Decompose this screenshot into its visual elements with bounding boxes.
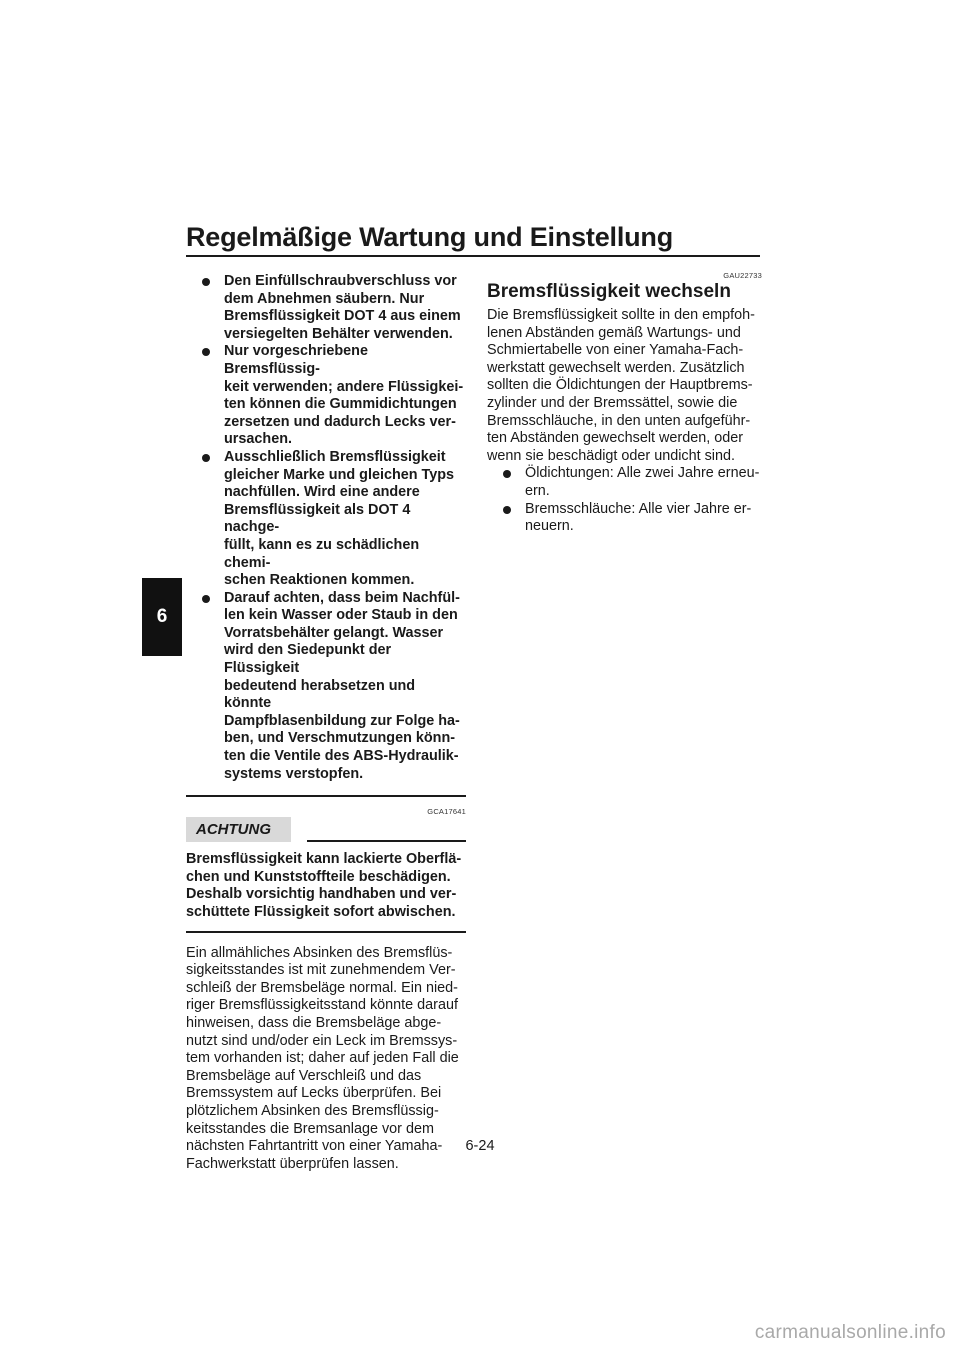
text-line: tem vorhanden ist; daher auf jeden Fall die <box>186 1050 459 1067</box>
caution-code: GCA17641 <box>427 807 466 817</box>
text-line: hinweisen, dass die Bremsbeläge abge- <box>186 1014 442 1031</box>
interval-bullet <box>487 501 762 536</box>
bullet-dot-icon <box>202 278 210 286</box>
interval-bullet-list <box>487 465 762 535</box>
text-line: Nur vorgeschriebene Bremsflüssig- <box>224 343 368 377</box>
text-line: nachfüllen. Wird eine andere <box>224 484 420 501</box>
text-line: Darauf achten, dass beim Nachfül- <box>224 589 460 606</box>
text-line: nutzt sind und/oder ein Leck im Bremssys- <box>186 1032 458 1049</box>
page-number: 6-24 <box>465 1138 495 1154</box>
text-line: zersetzen und dadurch Lecks ver- <box>224 413 456 430</box>
warning-bullet <box>186 590 466 784</box>
caution-label: ACHTUNG <box>186 817 291 842</box>
warning-end-rule <box>186 795 466 797</box>
bullet-dot-icon <box>202 595 210 603</box>
right-column <box>487 271 762 536</box>
bullet-text <box>525 501 762 536</box>
bullet-text <box>525 465 762 500</box>
text-line: chen und Kunststoffteile beschädigen. <box>186 868 451 885</box>
section-paragraph <box>487 307 762 465</box>
caution-text <box>186 851 466 921</box>
text-line: Öldichtungen: Alle zwei Jahre erneu- <box>525 465 760 482</box>
text-line: dem Abnehmen säubern. Nur <box>224 290 425 307</box>
text-line: Bremssystem auf Lecks überprüfen. Bei <box>186 1085 442 1102</box>
text-line: werkstatt gewechselt werden. Zusätzlich <box>487 359 745 376</box>
text-line: ern. <box>525 482 550 499</box>
bullet-dot-icon <box>503 470 511 478</box>
text-line: Bremsflüssigkeit kann lackierte Oberflä- <box>186 851 462 868</box>
watermark: carmanualsonline.info <box>754 1322 946 1343</box>
text-line: Bremsbeläge auf Verschleiß und das <box>186 1067 422 1084</box>
text-line: sigkeitsstandes ist mit zunehmendem Ver- <box>186 962 456 979</box>
page-header <box>186 222 760 257</box>
text-line: sollten die Öldichtungen der Hauptbrems- <box>487 377 753 394</box>
text-line: Ausschließlich Bremsflüssigkeit <box>224 448 446 465</box>
text-line: plötzlichem Absinken des Bremsflüssig- <box>186 1102 439 1119</box>
text-line: schleiß der Bremsbeläge normal. Ein nied- <box>186 979 458 996</box>
section-code: GAU22733 <box>723 271 762 280</box>
caution-divider <box>307 840 466 842</box>
text-line: zylinder und der Bremssättel, sowie die <box>487 394 738 411</box>
caution-header <box>186 817 466 842</box>
bullet-dot-icon <box>503 506 511 514</box>
bullet-dot-icon <box>202 348 210 356</box>
text-line: Vorratsbehälter gelangt. Wasser <box>224 624 444 641</box>
text-line: Die Bremsflüssigkeit sollte in den empfoh- <box>487 307 755 323</box>
text-line: schen Reaktionen kommen. <box>224 572 415 589</box>
bullet-text <box>224 343 466 449</box>
text-line: len kein Wasser oder Staub in den <box>224 607 458 624</box>
text-line: Dampfblasenbildung zur Folge ha- <box>224 712 460 729</box>
text-line: ten können die Gummidichtungen <box>224 396 457 413</box>
text-line: keit verwenden; andere Flüssigkei- <box>224 378 464 395</box>
bullet-dot-icon <box>202 454 210 462</box>
text-line: ursachen. <box>224 431 292 448</box>
section-title: Bremsflüssigkeit wechseln <box>487 281 731 302</box>
text-line: wenn sie beschädigt oder undicht sind. <box>487 447 735 464</box>
text-line: Bremsflüssigkeit als DOT 4 nachge- <box>224 501 411 536</box>
interval-bullet <box>487 465 762 500</box>
bullet-text <box>224 273 466 343</box>
text-line: ben, und Verschmutzungen könn- <box>224 730 456 747</box>
bullet-text <box>224 449 466 590</box>
text-line: nächsten Fahrtantritt von einer Yamaha- <box>186 1138 443 1155</box>
text-line: keitsstandes die Bremsanlage vor dem <box>186 1120 434 1137</box>
text-line: schüttete Flüssigkeit sofort abwischen. <box>186 904 456 920</box>
warning-bullet <box>186 273 466 343</box>
text-line: Bremsflüssigkeit DOT 4 aus einem <box>224 308 461 325</box>
text-line: riger Bremsflüssigkeitsstand könnte darauf <box>186 997 458 1014</box>
text-line: ten die Ventile des ABS-Hydraulik- <box>224 748 459 765</box>
text-line: Schmiertabelle von einer Yamaha-Fach- <box>487 342 744 359</box>
text-line: füllt, kann es zu schädlichen chemi- <box>224 536 420 571</box>
warning-bullet <box>186 343 466 449</box>
text-line: versiegelten Behälter verwenden. <box>224 325 453 342</box>
text-line: bedeutend herabsetzen und könnte <box>224 677 416 712</box>
bullet-text <box>224 590 466 784</box>
text-line: Deshalb vorsichtig handhaben und ver- <box>186 886 457 903</box>
text-line: wird den Siedepunkt der Flüssigkeit <box>224 642 392 677</box>
text-line: ten Abständen gewechselt werden, oder <box>487 430 744 447</box>
left-column <box>186 273 466 1173</box>
page-title: Regelmäßige Wartung und Einstellung <box>186 222 674 252</box>
warning-bullet <box>186 449 466 590</box>
warning-bullet-list <box>186 273 466 783</box>
text-line: Den Einfüllschraubverschluss vor <box>224 273 457 289</box>
text-line: Bremsschläuche: Alle vier Jahre er- <box>525 500 752 517</box>
chapter-tab: 6 <box>142 578 182 656</box>
text-line: systems verstopfen. <box>224 765 364 782</box>
text-line: lenen Abständen gemäß Wartungs- und <box>487 324 741 341</box>
text-line: neuern. <box>525 518 574 535</box>
caution-end-rule <box>186 931 466 933</box>
text-line: Bremsschläuche, in den unten aufgeführ- <box>487 412 751 429</box>
text-line: gleicher Marke und gleichen Typs <box>224 466 455 483</box>
text-line: Ein allmähliches Absinken des Bremsflüs- <box>186 944 453 961</box>
text-line: Fachwerkstatt überprüfen lassen. <box>186 1155 399 1172</box>
